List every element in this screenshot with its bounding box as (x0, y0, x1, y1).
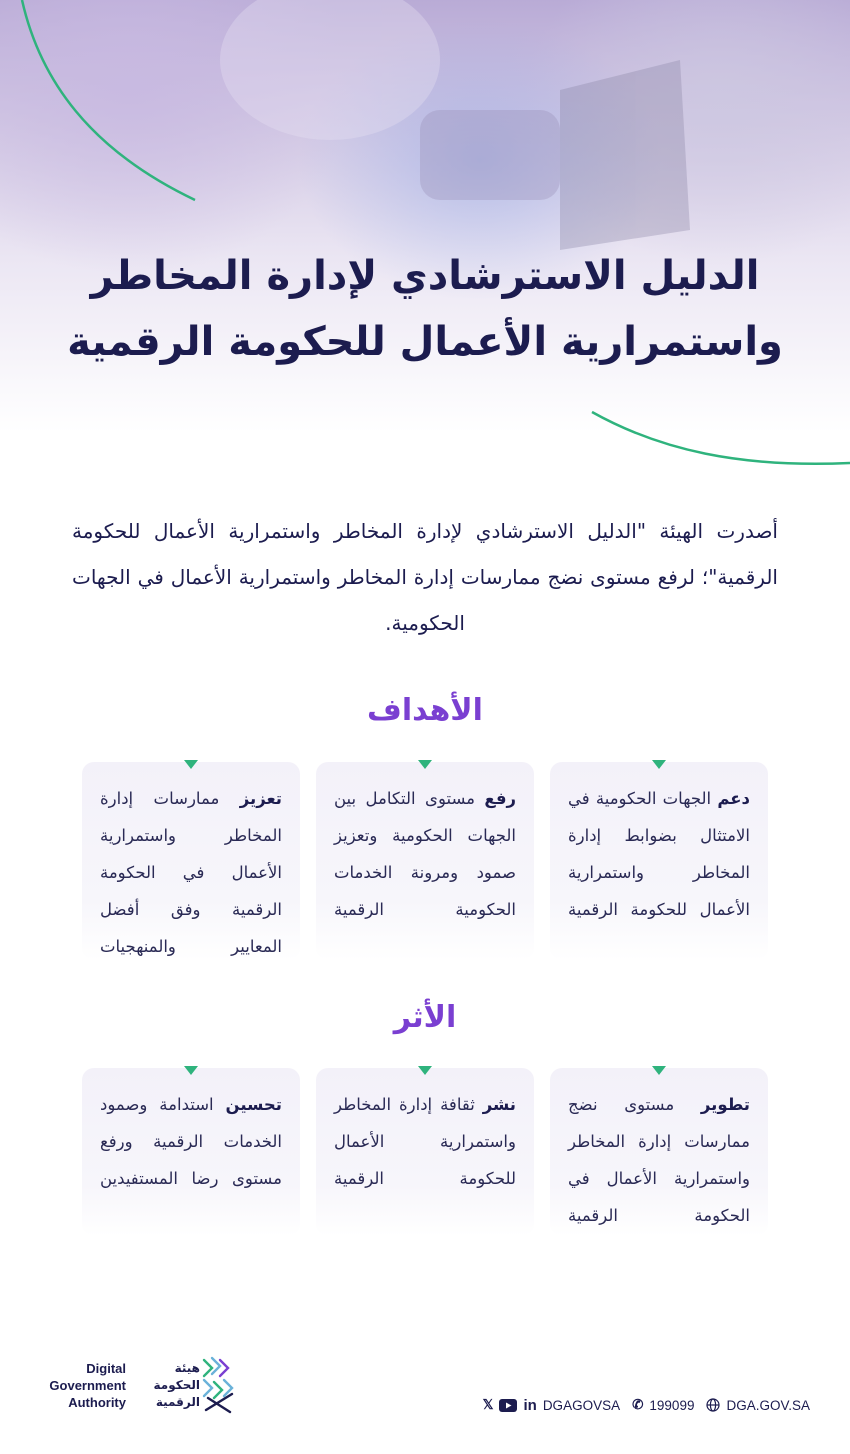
dga-logo[interactable] (40, 1354, 245, 1416)
goal-card-2-keyword: رفع (484, 789, 516, 808)
website-link[interactable]: DGA.GOV.SA (726, 1397, 810, 1413)
goal-card-1 (550, 762, 768, 960)
contact-bar (483, 1394, 810, 1416)
goal-card-2 (316, 762, 534, 960)
impact-card-2-text: ثقافة إدارة المخاطر واستمرارية الأعمال للحكومة الرقمية (334, 1095, 516, 1188)
youtube-icon[interactable] (499, 1399, 517, 1412)
impact-card-3-text: استدامة وصمود الخدمات الرقمية ورفع مستوى رضا المستفيدين (100, 1095, 282, 1188)
phone-icon: ✆ (632, 1397, 644, 1412)
triangle-marker-icon (184, 1066, 198, 1075)
page-title-line-2: واستمرارية الأعمال للحكومة الرقمية (67, 319, 783, 365)
triangle-marker-icon (652, 760, 666, 769)
triangle-marker-icon (418, 1066, 432, 1075)
impact-card-2-keyword: نشر (482, 1095, 516, 1114)
globe-icon (706, 1398, 720, 1412)
logo-text-arabic: هيئة الحكومة الرقمية (153, 1361, 200, 1409)
goal-card-3-text: ممارسات إدارة المخاطر واستمرارية الأعمال في الحكومة الرقمية وفق أفضل المعايير والمنهجيات (100, 789, 282, 956)
impact-card-1 (550, 1068, 768, 1236)
social-handle[interactable]: DGAGOVSA (542, 1397, 621, 1413)
goal-card-3-keyword: تعزيز (239, 789, 282, 808)
hero-banner (0, 0, 850, 470)
impact-card-3 (82, 1068, 300, 1236)
dga-emblem-icon (198, 1354, 242, 1414)
triangle-marker-icon (652, 1066, 666, 1075)
triangle-marker-icon (184, 760, 198, 769)
triangle-marker-icon (418, 760, 432, 769)
phone-number[interactable]: 199099 (649, 1397, 695, 1413)
impact-card-3-keyword: تحسين (225, 1095, 282, 1114)
goal-card-1-keyword: دعم (717, 789, 750, 808)
goal-card-3 (82, 762, 300, 960)
page-title-line-1: الدليل الاسترشادي لإدارة المخاطر (90, 253, 760, 299)
decorative-lines (0, 0, 850, 470)
logo-text-english: Digital Government Authority (49, 1361, 126, 1410)
impact-card-1-text: مستوى نضج ممارسات إدارة المخاطر واستمرارية الأعمال في الحكومة الرقمية (568, 1095, 750, 1225)
linkedin-icon[interactable]: in (523, 1396, 537, 1414)
intro-paragraph: أصدرت الهيئة "الدليل الاسترشادي لإدارة المخاطر واستمرارية الأعمال للحكومة الرقمية"؛ لرفع مستوى نضج ممارسات إدارة المخاطر واستمرارية الأعمال في الجهات الحكومية. (72, 519, 778, 635)
impact-card-1-keyword: تطوير (700, 1095, 750, 1114)
goal-card-2-text: مستوى التكامل بين الجهات الحكومية وتعزيز صمود ومرونة الخدمات الحكومية الرقمية (334, 789, 516, 919)
impact-card-2 (316, 1068, 534, 1236)
goal-card-1-text: الجهات الحكومية في الامتثال بضوابط إدارة المخاطر واستمرارية الأعمال للحكومة الرقمية (568, 789, 750, 919)
x-icon[interactable]: 𝕏 (482, 1397, 494, 1412)
impact-heading: الأثر (393, 1000, 457, 1035)
goals-heading: الأهداف (367, 693, 483, 728)
